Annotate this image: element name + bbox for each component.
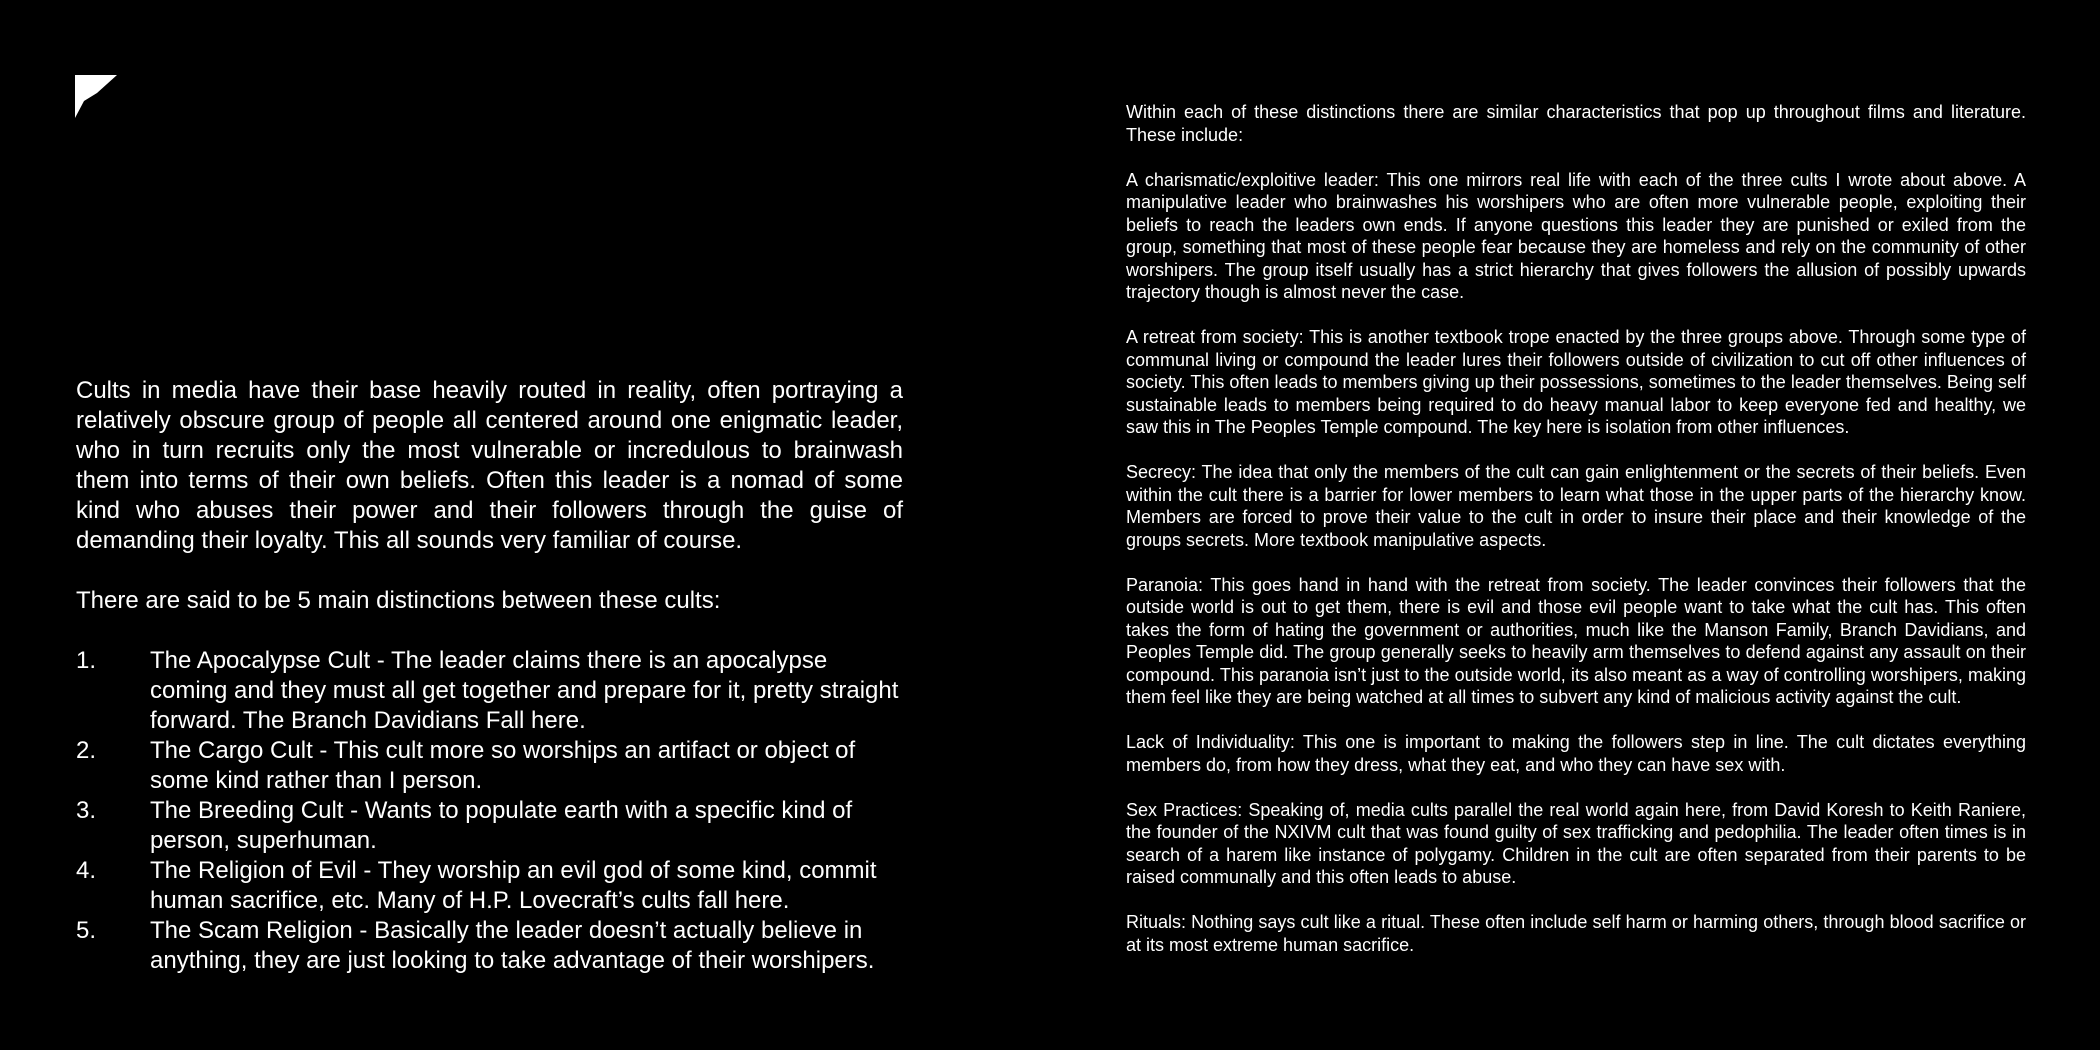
list-item	[76, 796, 903, 856]
corner-logo-icon	[75, 75, 117, 118]
right-column	[1126, 101, 2026, 979]
list-item-text: The Scam Religion - Basically the leader doesn’t actually believe in anything, they are just looking to take advantage of their worshipers.	[150, 917, 875, 974]
characteristics-intro-paragraph: Within each of these distinctions there are similar characteristics that pop up throughout films and literature. These include:	[1126, 102, 2026, 145]
charismatic-leader-paragraph: A charismatic/exploitive leader: This one mirrors real life with each of the three cults I wrote about above. A manipulative leader who brainwashes his worshipers who are often more vulnerable people, exploiting their beliefs to reach the leaders own ends. If anyone questions this leader they are punished or exiled from the group, something that most of these people fear because they are homeless and rely on the community of other worshipers. The group itself usually has a strict hierarchy that gives followers the allusion of possibly upwards trajectory though is almost never the case.	[1126, 169, 2026, 302]
list-item-number: 1.	[76, 647, 97, 674]
list-item-number: 4.	[76, 857, 97, 884]
list-item-number: 2.	[76, 737, 97, 764]
sex-practices-paragraph: Sex Practices: Speaking of, media cults parallel the real world again here, from David Koresh to Keith Raniere, the founder of the NXIVM cult that was found guilty of sex trafficking and pedophilia. The leader often times is in search of a harem like instance of polygamy. Children in the cult are often separated from their parents to be raised communally and this often leads to abuse.	[1126, 799, 2026, 887]
retreat-from-society-paragraph: A retreat from society: This is another textbook trope enacted by the three groups above. Through some type of communal living or compound the leader lures their followers outside of civilization to cut off other influences of society. This often leads to members giving up their possessions, sometimes to the leader themselves. Being self sustainable leads to members being required to do heavy manual labor to keep everyone fed and healthy, we saw this in The Peoples Temple compound. The key here is isolation from other influences.	[1126, 327, 2026, 437]
paranoia-paragraph: Paranoia: This goes hand in hand with the retreat from society. The leader convinces their followers that the outside world is out to get them, there is evil and those evil people want to take what the cult has. This often takes the form of hating the government or authorities, much like the Manson Family, Branch Davidians, and Peoples Temple did. The group generally seeks to heavily arm themselves to defend against any assault on their compound. This paranoia isn’t just to the outside world, its also meant as a way of controlling worshipers, making them feel like they are being watched at all times to subvert any kind of malicious activity against the cult.	[1126, 574, 2026, 707]
secrecy-paragraph: Secrecy: The idea that only the members of the cult can gain enlightenment or the secrets of their beliefs. Even within the cult there is a barrier for lower members to learn what those in the upper parts of the hierarchy know. Members are forced to prove their value to the cult in order to insure their place and their knowledge of the groups secrets. More textbook manipulative aspects.	[1126, 462, 2026, 550]
list-item	[76, 646, 903, 736]
list-item	[76, 736, 903, 796]
rituals-paragraph: Rituals: Nothing says cult like a ritual. These often include self harm or harming others, through blood sacrifice or at its most extreme human sacrifice.	[1126, 912, 2026, 955]
list-item-text: The Breeding Cult - Wants to populate earth with a specific kind of person, superhuman.	[150, 797, 853, 854]
distinctions-heading: There are said to be 5 main distinctions between these cults:	[76, 587, 721, 614]
list-item-number: 3.	[76, 797, 97, 824]
left-column	[76, 376, 903, 976]
list-item-number: 5.	[76, 917, 97, 944]
intro-paragraph: Cults in media have their base heavily routed in reality, often portraying a relatively obscure group of people all centered around one enigmatic leader, who in turn recruits only the most vulnerable or incredulous to brainwash them into terms of their own beliefs. Often this leader is a nomad of some kind who abuses their power and their followers through the guise of demanding their loyalty. This all sounds very familiar of course.	[76, 377, 903, 554]
list-item	[76, 916, 903, 976]
list-item-text: The Apocalypse Cult - The leader claims there is an apocalypse coming and they must all get together and prepare for it, pretty straight forward. The Branch Davidians Fall here.	[150, 647, 899, 734]
list-item-text: The Religion of Evil - They worship an evil god of some kind, commit human sacrifice, etc. Many of H.P. Lovecraft’s cults fall here.	[150, 857, 877, 914]
list-item-text: The Cargo Cult - This cult more so worships an artifact or object of some kind rather than I person.	[150, 737, 856, 794]
lack-of-individuality-paragraph: Lack of Individuality: This one is important to making the followers step in line. The cult dictates everything members do, from how they dress, what they eat, and who they can have sex with.	[1126, 732, 2026, 775]
cult-types-list	[76, 646, 903, 976]
list-item	[76, 856, 903, 916]
